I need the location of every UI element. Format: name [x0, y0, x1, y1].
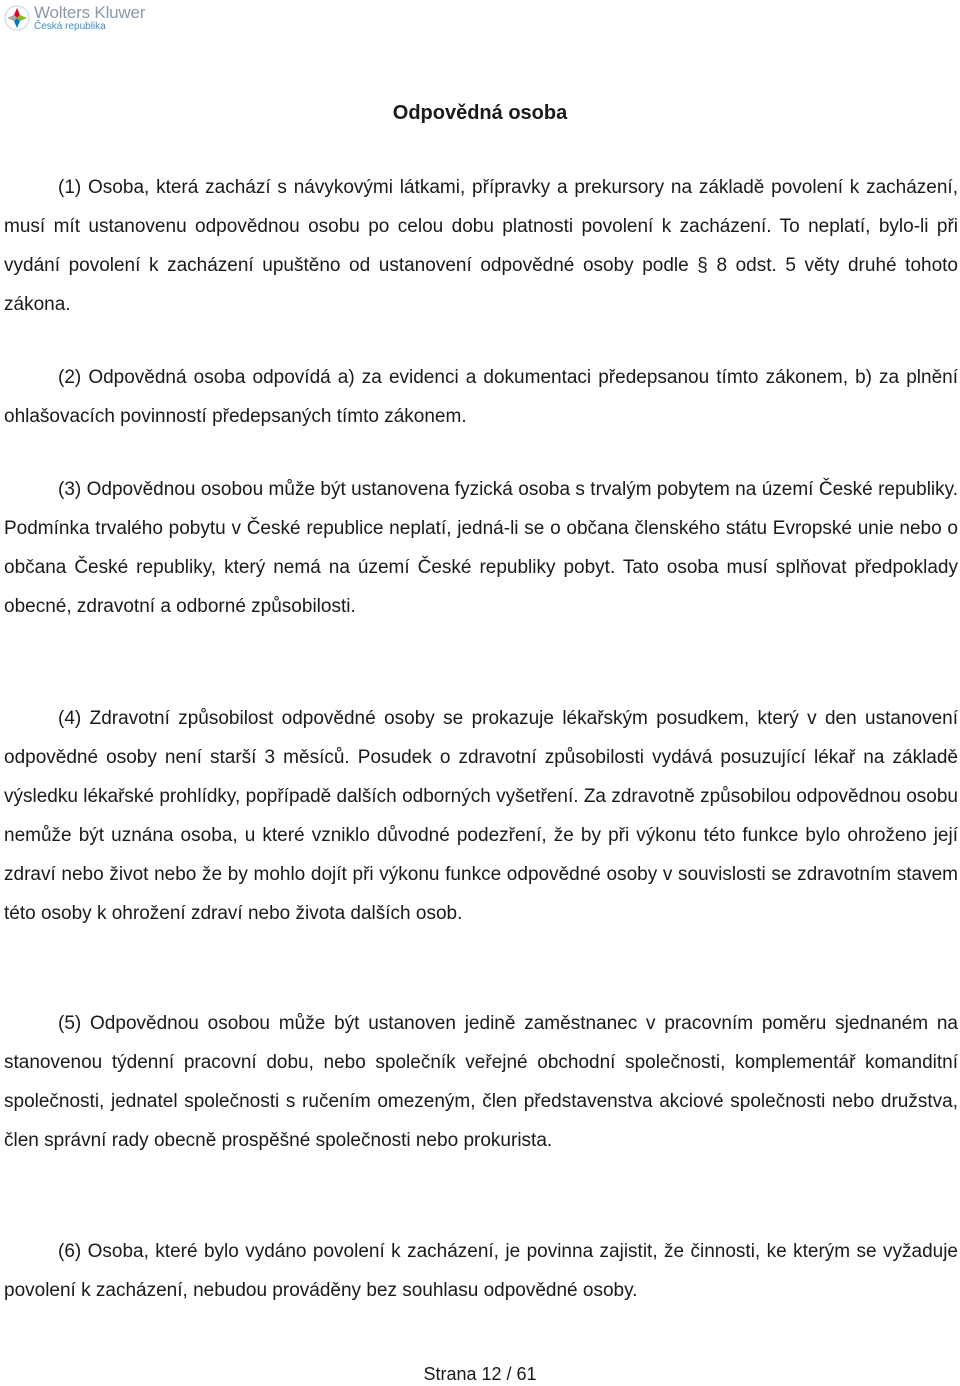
logo-name: Wolters Kluwer — [34, 3, 146, 22]
paragraph-3: (3) Odpovědnou osobou může být ustanovena fyzická osoba s trvalým pobytem na území České republiky. Podmínka trvalého pobytu v České republice neplatí, jedná-li se o občana členského státu Evropské unie nebo o občana České republiky, který nemá na území České republiky pobyt. Tato osoba musí splňovat předpoklady obecné, zdravotní a odborné způsobilosti. — [4, 479, 958, 617]
page-number: Strana 12 / 61 — [423, 1364, 537, 1384]
publisher-logo — [4, 4, 145, 32]
paragraph-4: (4) Zdravotní způsobilost odpovědné osoby se prokazuje lékařským posudkem, který v den ustanovení odpovědné osoby není starší 3 měsíců. Posudek o zdravotní způsobilosti vydává posuzující lékař na základě výsledku lékařské prohlídky, popřípadě dalších odborných vyšetření. Za zdravotně způsobilou odpovědnou osobu nemůže být uznána osoba, u které vzniklo důvodné podezření, že by při výkonu této funkce bylo ohroženo její zdraví nebo život nebo že by mohlo dojít při výkonu funkce odpovědné osoby v souvislosti se zdravotním stavem této osoby k ohrožení zdraví nebo života dalších osob. — [4, 708, 958, 924]
document-title: Odpovědná osoba — [392, 102, 568, 124]
logo-subtitle: Česká republika — [34, 21, 106, 32]
paragraph-6: (6) Osoba, které bylo vydáno povolení k zacházení, je povinna zajistit, že činnosti, ke kterým se vyžaduje povolení k zacházení, nebudou prováděny bez souhlasu odpovědné osoby. — [4, 1241, 958, 1301]
paragraph-2: (2) Odpovědná osoba odpovídá a) za evidenci a dokumentaci předepsanou tímto zákonem, b) za plnění ohlašovacích povinností předepsaných tímto zákonem. — [4, 367, 958, 427]
wolters-kluwer-mark-icon — [4, 5, 30, 31]
paragraph-1: (1) Osoba, která zachází s návykovými látkami, přípravky a prekursory na základě povolení k zacházení, musí mít ustanovenu odpovědnou osobu po celou dobu platnosti povolení k zacházení. To neplatí, bylo-li při vydání povolení k zacházení upuštěno od ustanovení odpovědné osoby podle § 8 odst. 5 věty druhé tohoto zákona. — [4, 177, 958, 315]
paragraph-5: (5) Odpovědnou osobou může být ustanoven jedině zaměstnanec v pracovním poměru sjednaném na stanovenou týdenní pracovní dobu, nebo společník veřejné obchodní společnosti, komplementář komanditní společnosti, jednatel společnosti s ručením omezeným, člen představenstva akciové společnosti nebo družstva, člen správní rady obecně prospěšné společnosti nebo prokurista. — [4, 1013, 958, 1151]
